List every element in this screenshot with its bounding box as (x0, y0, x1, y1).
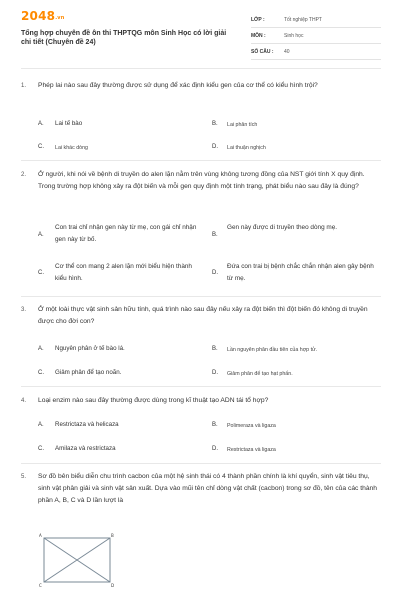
option-letter: B. (212, 232, 218, 238)
option-b[interactable]: Gen này được di truyền theo dòng mẹ. (227, 224, 338, 231)
option-letter: D. (212, 270, 218, 276)
option-a[interactable]: Restrictaza và helicaza (55, 421, 119, 428)
option-letter: A. (38, 121, 44, 127)
divider (21, 463, 381, 464)
meta-value: Tốt nghiệp THPT (284, 17, 322, 23)
diagram-label-c: C (39, 583, 42, 588)
option-d[interactable]: Lai thuận nghịch (227, 145, 266, 151)
option-d[interactable]: Restrictaza và ligaza (227, 447, 276, 453)
question-text: Ở một loài thực vật sinh sản hữu tính, quá trình nào sau đây nếu xảy ra đột biến thì đột biến đó không di truyền được cho đời con? (38, 306, 368, 325)
option-letter: D. (212, 144, 218, 150)
option-letter: B. (212, 422, 218, 428)
option-letter: C. (38, 270, 44, 276)
question-text: Ở người, khi nói về bệnh di truyền do alen lặn nằm trên vùng không tương đồng của NST giới tính X quy định. Trong trường hợp không xảy ra đột biến và mỗi gen quy định một tính trạng, phát biểu nào sau đây là đúng? (38, 171, 365, 190)
carbon-cycle-diagram (38, 532, 116, 588)
option-letter: A. (38, 346, 44, 352)
question-text: Loại enzim nào sau đây thường được dùng trong kĩ thuật tạo ADN tái tổ hợp? (38, 397, 269, 404)
option-letter: C. (38, 370, 44, 376)
divider (21, 68, 381, 69)
option-a[interactable]: Lai tế bào (55, 120, 83, 127)
meta-label: LỚP : (251, 17, 265, 23)
option-d[interactable]: Giảm phân để tạo hạt phấn. (227, 371, 293, 377)
option-a[interactable]: Con trai chỉ nhận gen này từ mẹ, con gái chỉ nhận gen này từ bố. (55, 224, 197, 243)
option-letter: B. (212, 346, 218, 352)
question-number: 3. (21, 307, 27, 313)
divider (21, 160, 381, 161)
site-logo[interactable] (21, 9, 65, 23)
question-number: 1. (21, 83, 27, 89)
option-c[interactable]: Giảm phân để tạo noãn. (55, 369, 122, 376)
meta-value: 40 (284, 49, 290, 55)
option-b[interactable]: Lai phân tích (227, 122, 258, 128)
diagram-label-a: A (39, 533, 42, 538)
logo-suffix-text: .vn (55, 15, 65, 21)
question-number: 2. (21, 172, 27, 178)
document-header (0, 0, 400, 64)
option-letter: B. (212, 121, 218, 127)
option-c[interactable]: Lai khác dòng (55, 145, 88, 151)
question-text: Phép lai nào sau đây thường được sử dụng để xác định kiểu gen của cơ thể có kiểu hình trội? (38, 82, 318, 89)
question-text: Sơ đồ bên biểu diễn chu trình cacbon của một hệ sinh thái có 4 thành phần chính là khí quyển, sinh vật tiêu thụ, sinh vật phân giải và sinh vật sản xuất. Dựa vào mũi tên chỉ dòng vật chất (cacbon) trong sơ đồ, tên của các thành phần A, B, C và D lần lượt là (38, 473, 377, 504)
meta-label: SỐ CÂU : (251, 49, 274, 55)
option-letter: D. (212, 370, 218, 376)
option-a[interactable]: Nguyên phân ở tế bào lá. (55, 345, 125, 352)
option-letter: A. (38, 232, 44, 238)
option-b[interactable]: Polimeraza và ligaza (227, 423, 276, 429)
meta-row-count (251, 46, 381, 60)
document-meta (251, 14, 381, 60)
divider (21, 296, 381, 297)
divider (21, 386, 381, 387)
meta-row-subject (251, 30, 381, 44)
option-c[interactable]: Cơ thể con mang 2 alen lặn mới biểu hiện thành kiểu hình. (55, 263, 192, 282)
diagram-label-b: B (111, 533, 114, 538)
logo-main-text: 2048 (21, 9, 56, 23)
option-letter: C. (38, 144, 44, 150)
document-title: Tổng hợp chuyên đề ôn thi THPTQG môn Sinh Học có lời giải chi tiết (Chuyên đề 24) (21, 30, 227, 46)
option-d[interactable]: Đứa con trai bị bệnh chắc chắn nhận alen gây bệnh từ mẹ. (227, 263, 374, 282)
question-number: 4. (21, 398, 27, 404)
diagram-label-d: D (111, 583, 115, 588)
option-c[interactable]: Amilaza và restrictaza (55, 445, 116, 452)
meta-label: MÔN : (251, 33, 266, 39)
meta-value: Sinh học (284, 33, 304, 39)
option-letter: C. (38, 446, 44, 452)
option-letter: D. (212, 446, 218, 452)
option-b[interactable]: Lần nguyên phân đầu tiên của hợp tử. (227, 347, 318, 353)
meta-row-class (251, 14, 381, 28)
option-letter: A. (38, 422, 44, 428)
question-number: 5. (21, 474, 27, 480)
